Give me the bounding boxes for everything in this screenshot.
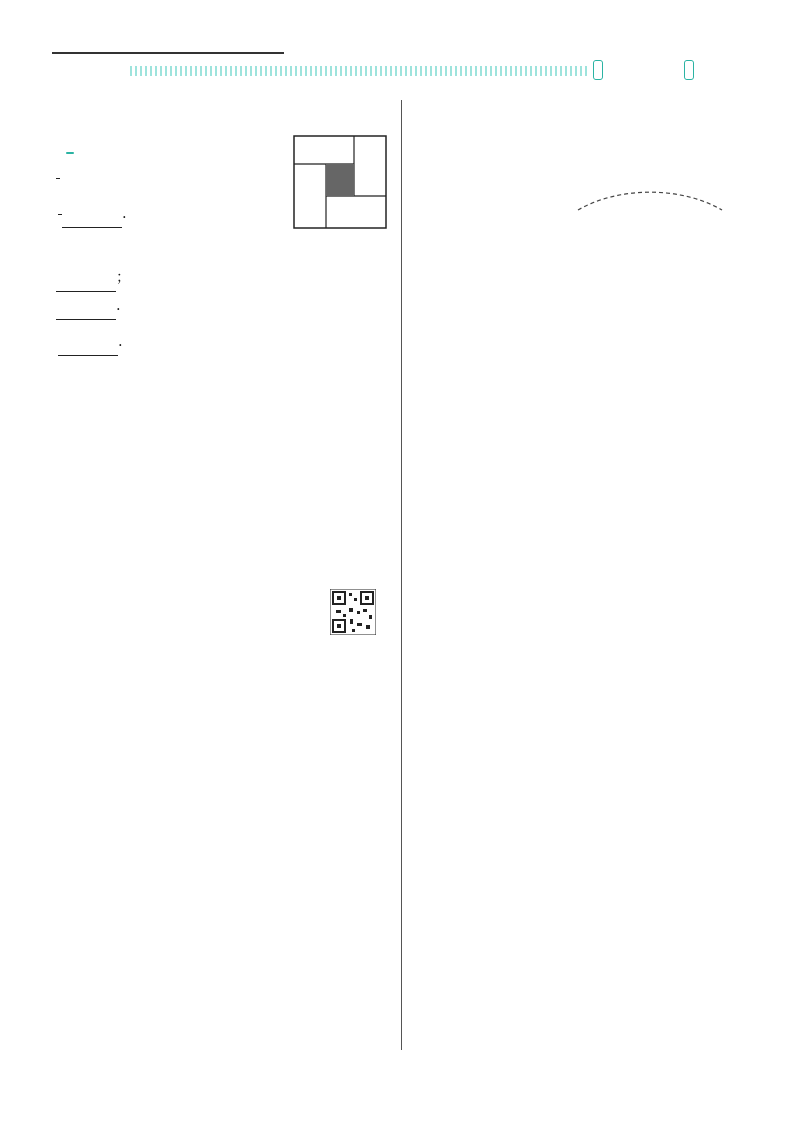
qr-code-icon (330, 589, 376, 635)
question-1 (56, 100, 388, 130)
section-brand (54, 58, 124, 84)
left-column (56, 100, 388, 394)
question-2 (56, 134, 388, 192)
tag-traditional-culture (66, 152, 74, 154)
header-rule (52, 52, 284, 54)
qr-code-block[interactable] (330, 583, 376, 663)
answer-blank[interactable] (56, 301, 116, 320)
answer-blank[interactable] (56, 273, 116, 292)
right-column (414, 100, 744, 272)
fraction (56, 178, 60, 179)
answer-page-badge (684, 60, 694, 80)
question-3: . (56, 198, 388, 228)
answer-blank[interactable] (58, 337, 118, 356)
number-line-figure (414, 102, 744, 222)
answer-blank[interactable] (62, 209, 122, 228)
running-header (56, 34, 92, 49)
suggested-time-badge (593, 60, 603, 80)
question-4 (56, 234, 388, 320)
subquestion-1: ； (56, 264, 388, 292)
column-divider (401, 100, 402, 1050)
header-stripe (130, 66, 590, 76)
subquestion-2: . (56, 292, 388, 320)
question-6 (56, 362, 388, 392)
question-5: . (56, 326, 388, 356)
